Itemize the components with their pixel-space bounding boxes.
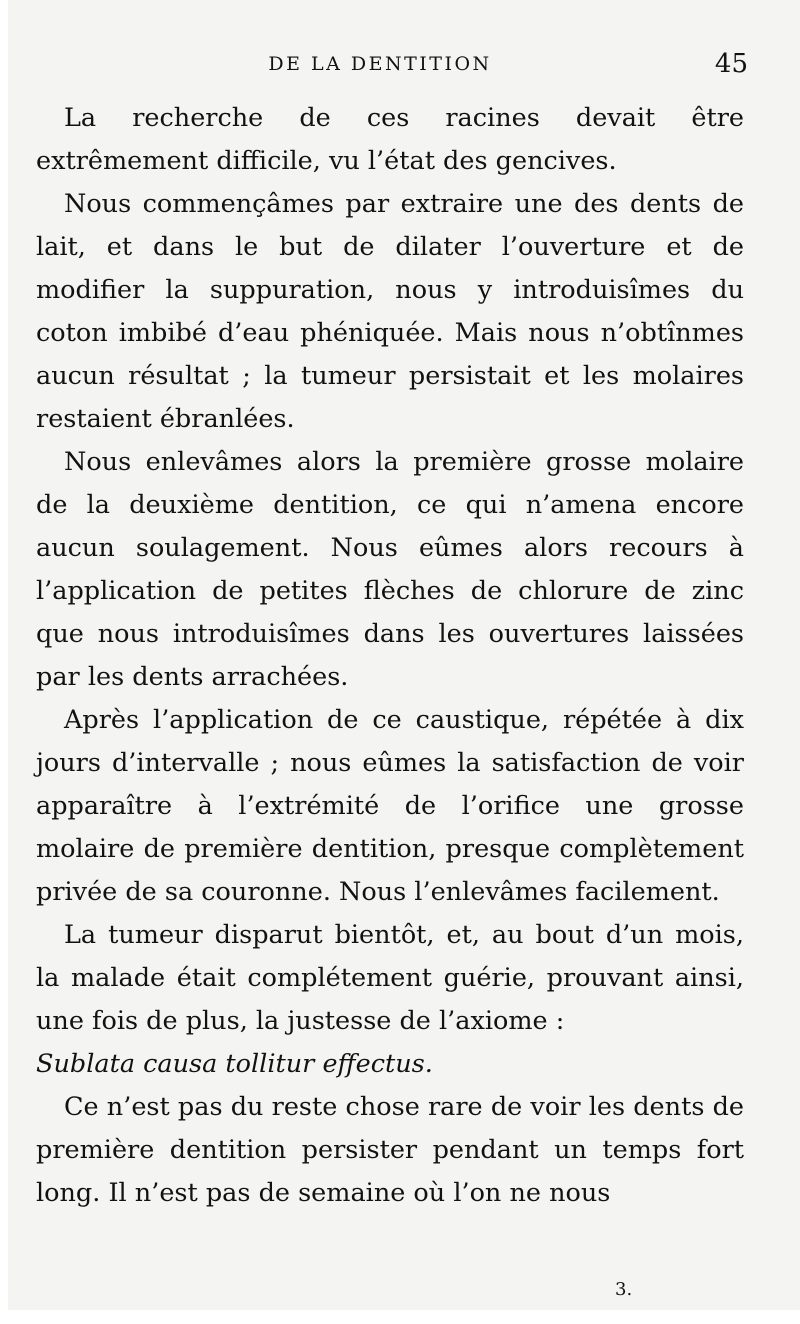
paragraph-5: La tumeur disparut bientôt, et, au bout d’un mois, la malade était complétement guérie, prouvant ainsi, une fois de plus, la justesse de l’axiome : (36, 920, 744, 1036)
page-bottom-margin (0, 1310, 800, 1324)
page-left-margin (0, 0, 8, 1324)
signature-mark: 3. (615, 1279, 633, 1300)
page-number: 45 (714, 49, 748, 79)
paragraph-4: Après l’application de ce caustique, répétée à dix jours d’intervalle ; nous eûmes la satisfaction de voir apparaître à l’extrémité de l’orifice une grosse molaire de première dentition, presque complètement privée de sa couronne. Nous l’enlevâmes facilement. (36, 705, 744, 907)
paragraph-6: Ce n’est pas du reste chose rare de voir les dents de première dentition persister pendant un temps fort long. Il n’est pas de semaine où l’on ne nous (36, 1092, 744, 1208)
body-text (36, 97, 744, 1215)
latin-maxim: Sublata causa tollitur effectus. (36, 1049, 433, 1079)
running-head (0, 50, 800, 80)
running-title: DE LA DENTITION (268, 53, 492, 75)
paragraph-2: Nous commençâmes par extraire une des dents de lait, et dans le but de dilater l’ouverture et de modifier la suppuration, nous y introduisîmes du coton imbibé d’eau phéniquée. Mais nous n’obtînmes aucun résultat ; la tumeur persistait et les molaires restaient ébranlées. (36, 189, 744, 434)
paragraph-3: Nous enlevâmes alors la première grosse molaire de la deuxième dentition, ce qui n’amena encore aucun soulagement. Nous eûmes alors recours à l’application de petites flèches de chlorure de zinc que nous introduisîmes dans les ouvertures laissées par les dents arrachées. (36, 447, 744, 692)
paragraph-1: La recherche de ces racines devait être extrêmement difficile, vu l’état des gencives. (36, 103, 744, 176)
